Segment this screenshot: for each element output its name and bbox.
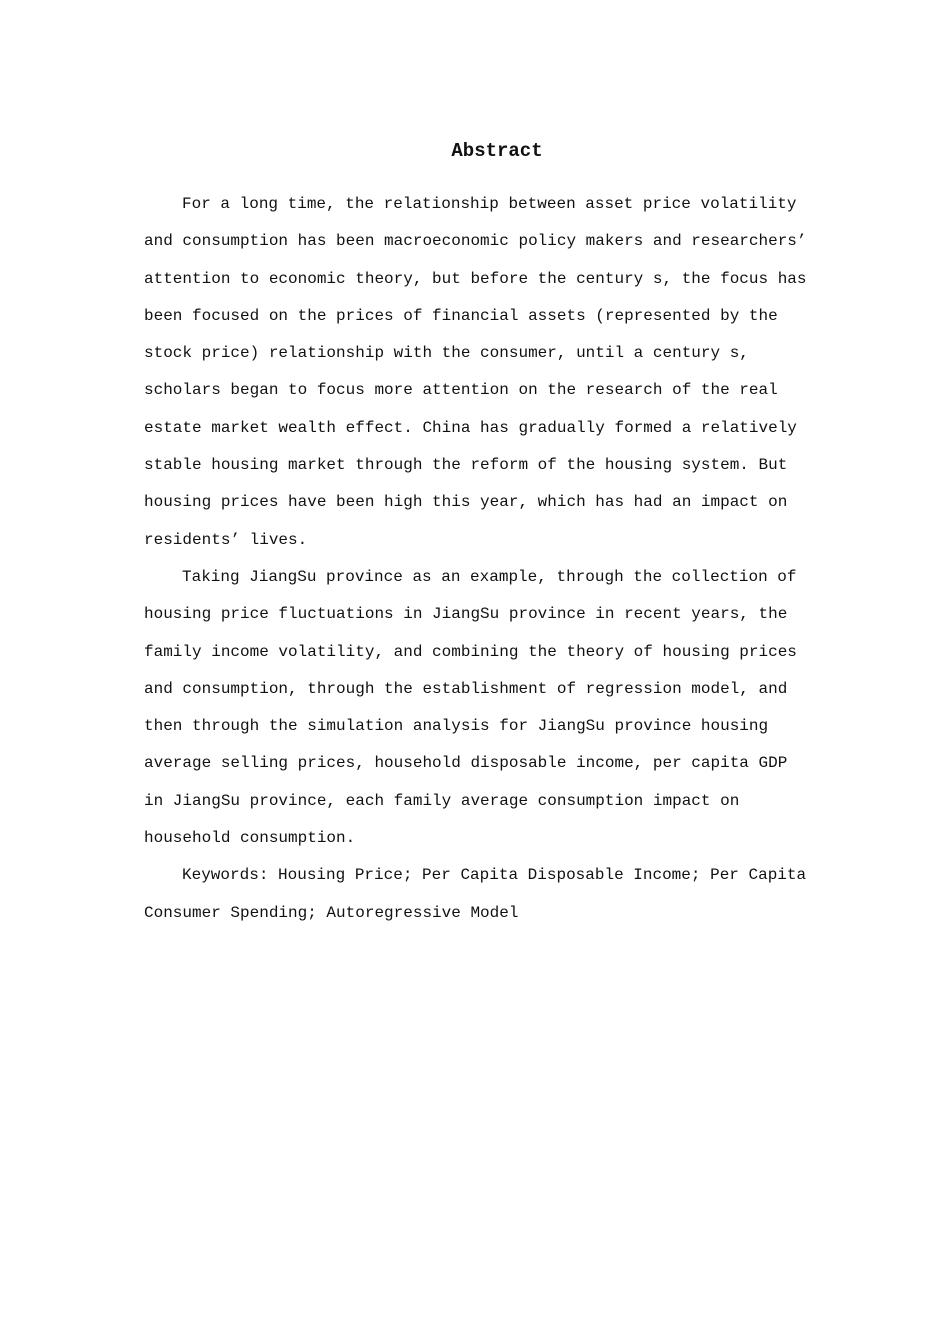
- text-line: and consumption has been macroeconomic policy makers and researchers’: [144, 232, 807, 251]
- text-line: and consumption, through the establishment of regression model, and: [144, 679, 788, 698]
- abstract-paragraph-1: [144, 186, 824, 559]
- text-line: scholars began to focus more attention on the research of the real: [144, 381, 778, 400]
- abstract-body: [144, 186, 824, 932]
- text-line: housing price fluctuations in JiangSu province in recent years, the: [144, 605, 788, 624]
- text-line: family income volatility, and combining the theory of housing prices: [144, 642, 797, 661]
- text-line: For a long time, the relationship between asset price volatility: [182, 195, 797, 213]
- text-line: estate market wealth effect. China has gradually formed a relatively: [144, 418, 797, 437]
- text-line: Taking JiangSu province as an example, through the collection of: [182, 567, 797, 586]
- keywords-paragraph: [144, 857, 824, 932]
- text-line: been focused on the prices of financial assets (represented by the: [144, 306, 778, 325]
- abstract-paragraph-2: [144, 559, 824, 857]
- abstract-title: Abstract: [451, 140, 543, 162]
- text-line: in JiangSu province, each family average consumption impact on: [144, 791, 740, 810]
- text-line: Consumer Spending; Autoregressive Model: [144, 903, 519, 922]
- text-line: stable housing market through the reform of the housing system. But: [144, 456, 788, 475]
- text-line: household consumption.: [144, 829, 356, 848]
- text-line: housing prices have been high this year, which has had an impact on: [144, 493, 788, 512]
- text-line: then through the simulation analysis for JiangSu province housing: [144, 717, 769, 736]
- text-line: stock price) relationship with the consumer, until a century s,: [144, 344, 749, 363]
- text-line: average selling prices, household disposable income, per capita GDP: [144, 754, 788, 773]
- text-line: Keywords: Housing Price; Per Capita Disposable Income; Per Capita: [182, 866, 807, 885]
- text-line: residents’ lives.: [144, 530, 308, 549]
- text-line: attention to economic theory, but before the century s, the focus has: [144, 269, 807, 288]
